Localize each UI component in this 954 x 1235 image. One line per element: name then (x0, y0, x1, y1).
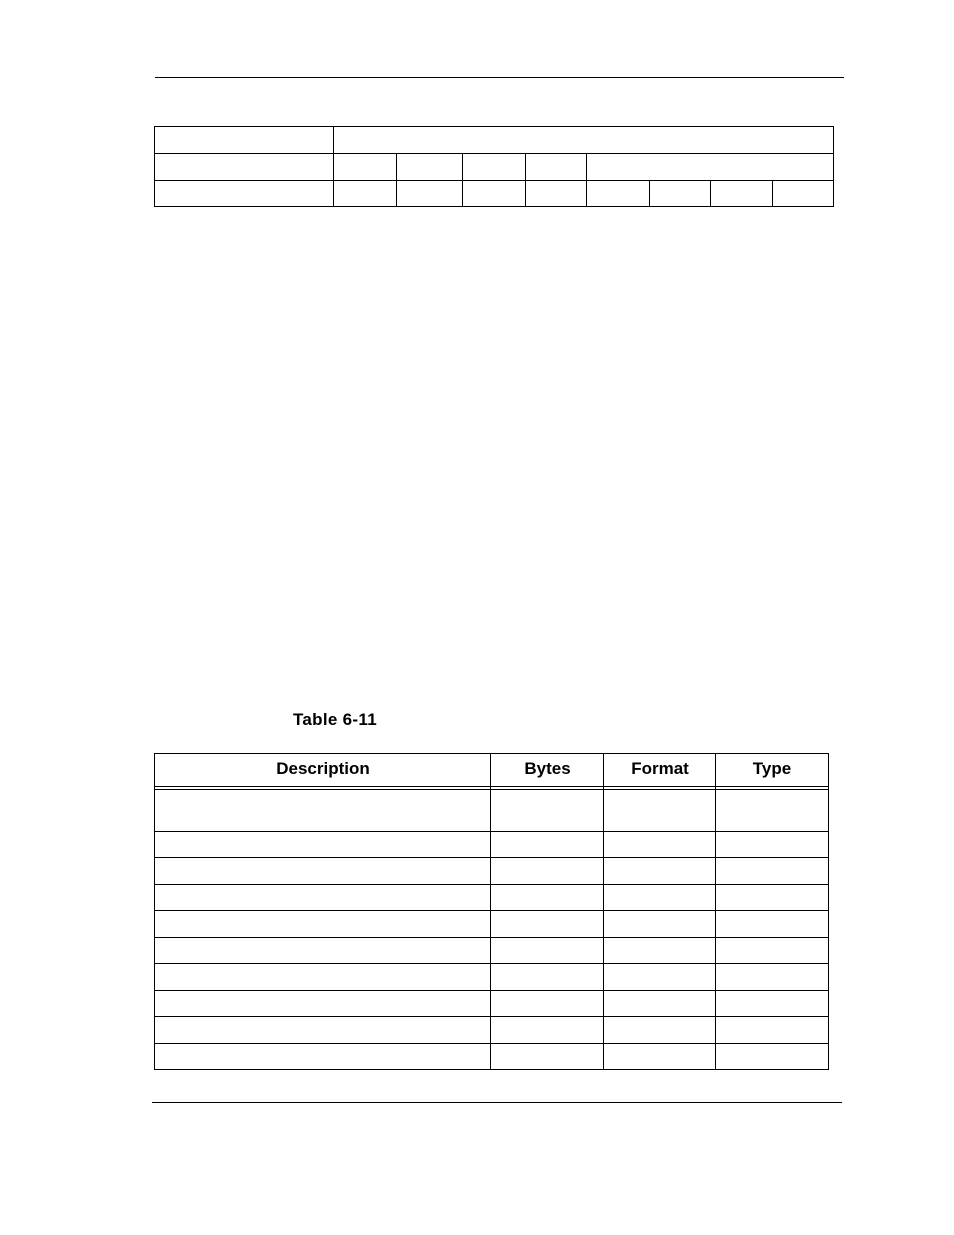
column-divider (715, 754, 716, 1069)
table-caption: Table 6-11 (293, 710, 377, 729)
grid-column-divider (525, 153, 526, 206)
grid-column-divider (772, 180, 773, 206)
column-divider (603, 754, 604, 1069)
bit-field-table (154, 126, 834, 207)
header-bytes: Bytes (524, 759, 571, 778)
table-row (155, 963, 828, 964)
grid-column-divider (396, 153, 397, 206)
header-type: Type (752, 759, 792, 778)
table-row (155, 831, 828, 832)
table-row (155, 884, 828, 885)
table-row (155, 937, 828, 938)
grid-column-divider (586, 153, 587, 206)
table-row (155, 990, 828, 991)
table-row (155, 910, 828, 911)
table-row (155, 1043, 828, 1044)
table-row (155, 857, 828, 858)
data-table (154, 753, 829, 1070)
grid-column-divider (333, 127, 334, 206)
table-row (155, 1016, 828, 1017)
header-description: Description (276, 759, 370, 778)
footer-rule (152, 1102, 842, 1103)
header-rule (155, 789, 828, 790)
grid-column-divider (462, 153, 463, 206)
header-rule (155, 77, 844, 78)
grid-column-divider (649, 180, 650, 206)
grid-column-divider (710, 180, 711, 206)
header-format: Format (631, 759, 689, 778)
grid-row-divider (155, 153, 833, 154)
header-rule (155, 786, 828, 787)
column-divider (490, 754, 491, 1069)
grid-row-divider (155, 180, 833, 181)
